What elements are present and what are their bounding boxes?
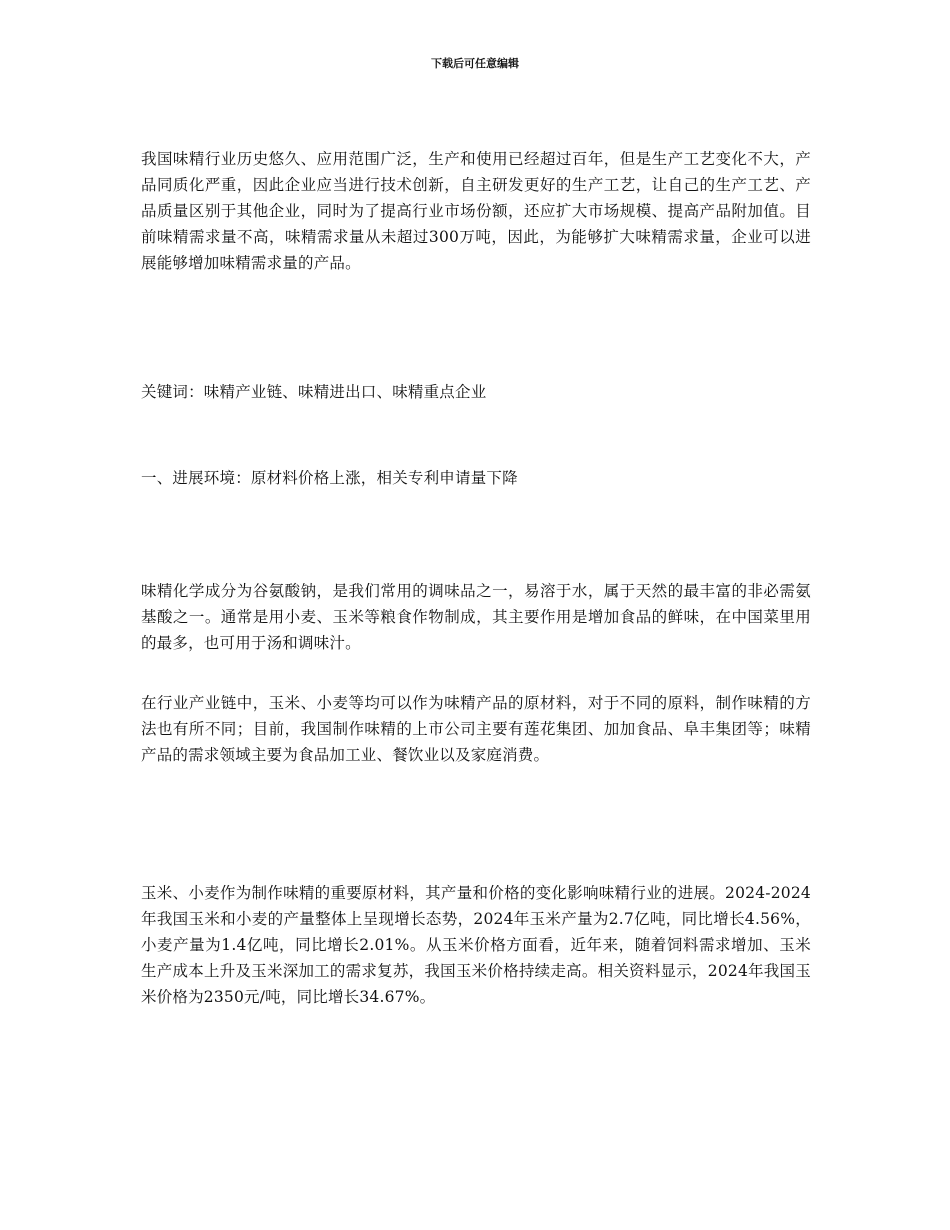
paragraph-abstract: 我国味精行业历史悠久、应用范围广泛，生产和使用已经超过百年，但是生产工艺变化不大，产品同质化严重，因此企业应当进行技术创新，自主研发更好的生产工艺，让自己的生产工艺、产品质量区别于其他企业，同时为了提高行业市场份额，还应扩大市场规模、提高产品附加值。目前味精需求量不高，味精需求量从未超过300万吨，因此，为能够扩大味精需求量，企业可以进展能够增加味精需求量的产品。 [141,150,811,272]
page-header-note: 下载后可任意编辑 [431,57,519,70]
section-heading: 一、进展环境：原材料价格上涨，相关专利申请量下降 [141,469,518,487]
paragraph-msg-definition: 味精化学成分为谷氨酸钠，是我们常用的调味品之一，易溶于水，属于天然的最丰富的非必需氨基酸之一。通常是用小麦、玉米等粮食作物制成，其主要作用是增加食品的鲜味，在中国菜里用的最多，也可用于汤和调味汁。 [141,582,811,652]
paragraph-keywords: 关键词：味精产业链、味精进出口、味精重点企业 [141,383,487,401]
paragraph-raw-materials: 玉米、小麦作为制作味精的重要原材料，其产量和价格的变化影响味精行业的进展。2024-2024年我国玉米和小麦的产量整体上呈现增长态势，2024年玉米产量为2.7亿吨，同比增长4.56%，小麦产量为1.4亿吨，同比增长2.01%。从玉米价格方面看，近年来，随着饲料需求增加、玉米生产成本上升及玉米深加工的需求复苏，我国玉米价格持续走高。相关资料显示，2024年我国玉米价格为2350元/吨，同比增长34.67%。 [141,884,811,1006]
paragraph-industry-chain: 在行业产业链中，玉米、小麦等均可以作为味精产品的原材料，对于不同的原料，制作味精的方法也有所不同；目前，我国制作味精的上市公司主要有莲花集团、加加食品、阜丰集团等；味精产品的需求领域主要为食品加工业、餐饮业以及家庭消费。 [141,694,811,764]
